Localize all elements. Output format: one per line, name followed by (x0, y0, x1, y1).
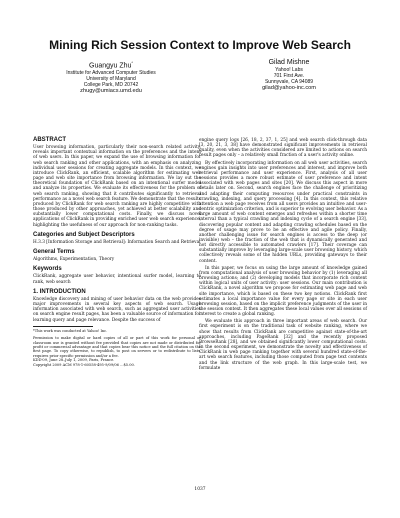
footnote-rule (33, 326, 93, 327)
author-name: Gilad Mishne (268, 59, 310, 66)
footnote: *This work was conducted at Yahoo! Inc. (33, 328, 108, 333)
author-affiliation: University of Maryland (86, 76, 136, 83)
author-block-1 (36, 58, 186, 95)
keywords-heading: Keywords (33, 266, 62, 273)
terms-text: Algorithms, Experimentation, Theory (33, 257, 115, 263)
author-block-2 (214, 58, 364, 92)
left-column (33, 138, 201, 367)
body-paragraph: In this paper, we focus on using the large amount of knowledge gained from computational analysis of user browsing behavior by (1) leveraging all browsing actions; and (2) developing models that incorporate rich content within logical units of user activity: user sessions. Our main contribution is ClickRank, a novel algorithm we propose for estimating web page and web site importance, which is based on these two key notions. ClickRank first estimates a local importance value for every page or site in each user browsing session, based on the implicit preference judgments of the user in the session context. It then aggregates these local values over all sessions of interest to create a global ranking. (199, 265, 367, 318)
body-paragraph: We evaluate this approach in three important areas of web search. Our first experiment is on the traditional task of website ranking, where we show that results from ClickRank are competitive against state-of-the-art approaches, including PageRank [32] and the recently proposed BrowseRank [28], and we obtained significantly lower computational costs. In the second experiment, we demonstrate the novelty and effectiveness of ClickRank in web page ranking together with several hundred state-of-the-art web search features, including those computed from page text contents and the link structure of the web graph. In this large-scale test, we formulate (199, 319, 367, 371)
body-paragraph: By effectively incorporating information on all web user activities, search engines gain insights into user preferences and interest, and improve both retrieval performance and user experience. First, analysis of all user sessions provides a more robust estimate of user preference and intent associated with web pages and sites [20]. We discuss this aspect in more details later on. Second, search engines face the challenge of prioritizing and adapting their computing resources under practical constraints in crawling, indexing, and query processing [4]. In this context, this relative attention a web page receives from all users provides an intuitive and user-centric optimization criterion, and is superior to evolving user behavior. As a large amount of web content emerges and refreshes within a shorter time interval than a typical crawling and indexing cycle of a search engine [33], discovering popular content and adapting crawling schedules based on the degree of usage may prove to be an effective and agile policy. Finally, another challenging issue for search engines is access to the deep (or invisible) web – the fraction of the web that is dynamically generated and not directly accessible to automated crawlers [17]. Their coverage can substantially improve by leveraging large-scale user browsing history, which collectively reveals some of the hidden URLs, providing gateways to their content. (199, 160, 367, 264)
author-affiliation: 701 First Ave. (273, 73, 305, 79)
terms-heading: General Terms (33, 248, 75, 255)
page-number: 1037 (194, 487, 206, 492)
abstract-heading: ABSTRACT (33, 137, 66, 143)
copyright-notice: Permission to make digital or hard copies of all or part of this work for personal or classroom use is granted without fee provided that copies are not made or distributed for profit or commercial advantage and that copies bear this notice and the full citation on the first page. To copy otherwise, to republish, to post on servers or to redistribute to lists, requires prior specific permission and/or a fee. (33, 336, 201, 358)
venue-line: KDD'09, June 28–July 1, 2009, Paris, France. (33, 358, 115, 363)
author-affiliation: College Park, MD 20742 (83, 82, 139, 89)
introduction-heading: 1. INTRODUCTION (33, 288, 86, 295)
categories-heading: Categories and Subject Descriptors (33, 231, 135, 238)
right-column (199, 138, 367, 373)
abstract-text: User browsing information, particularly their non-search related activity, reveals important contextual information on the preferences and the intent of web users. In this paper, we expand the use of browsing information for web search ranking and other applications, with an emphasis on analyzing individual user sessions for creating aggregate models. In this context, we introduce ClickRank, an efficient, scalable algorithm for estimating web page and web site importance from browsing information. We lay out the theoretical foundation of ClickRank based on an intentional surfer model and analyze its properties. We evaluate its effectiveness for the problem of web search ranking, showing that it contributes significantly to retrieval performance as a novel web search feature. We demonstrate that the results produced by ClickRank for web search ranking are highly competitive with those produced by other approaches, yet achieved at better scalability and substantially lower computational costs. Finally, we discuss novel applications of ClickRank in providing enriched user web search experience, highlighting the usefulness of our approach for non-ranking tasks. (33, 145, 201, 228)
author-email: zhugy@umiacs.umd.edu (80, 88, 142, 95)
copyright-line: Copyright 2009 ACM 978-1-60558-495-9/09/06 ...$5.00. (33, 362, 135, 367)
keywords-text: ClickRank, aggregate user behavior, intentional surfer model, learning to rank, web search (33, 274, 201, 285)
introduction-text: Knowledge discovery and mining of user behavior data on the web provides major improvements in several key aspects of web search. Usage information associated with web search, such as aggregated user activities on search engine result pages, has been a valuable source of information for learning query and page relevance. Despite the success of (33, 296, 201, 323)
body-paragraph: engine query logs [26, 18, 2, 37, 1, 25] and web search click-through data [3, 20, 21, 3, 38] have demonstrated significant improvements in retrieval quality, even when the activities considered are limited to actions on search result pages only – a relatively small fraction of a user's activity online. (199, 138, 367, 159)
author-affiliation: Institute for Advanced Computer Studies (66, 70, 156, 77)
author-email: gilad@yahoo-inc.com (262, 85, 316, 91)
author-affiliation: Sunnyvale, CA 94089 (264, 79, 314, 85)
paper-title: Mining Rich Session Context to Improve Web Search (49, 38, 351, 52)
author-affiliation: Yahoo! Labs (275, 67, 303, 73)
categories-text: H.3.3 [Information Storage and Retrieval]: Information Search and Retrieval (33, 239, 201, 245)
author-name: Guangyu Zhu (89, 62, 132, 70)
author-footnote-mark: * (131, 60, 133, 65)
